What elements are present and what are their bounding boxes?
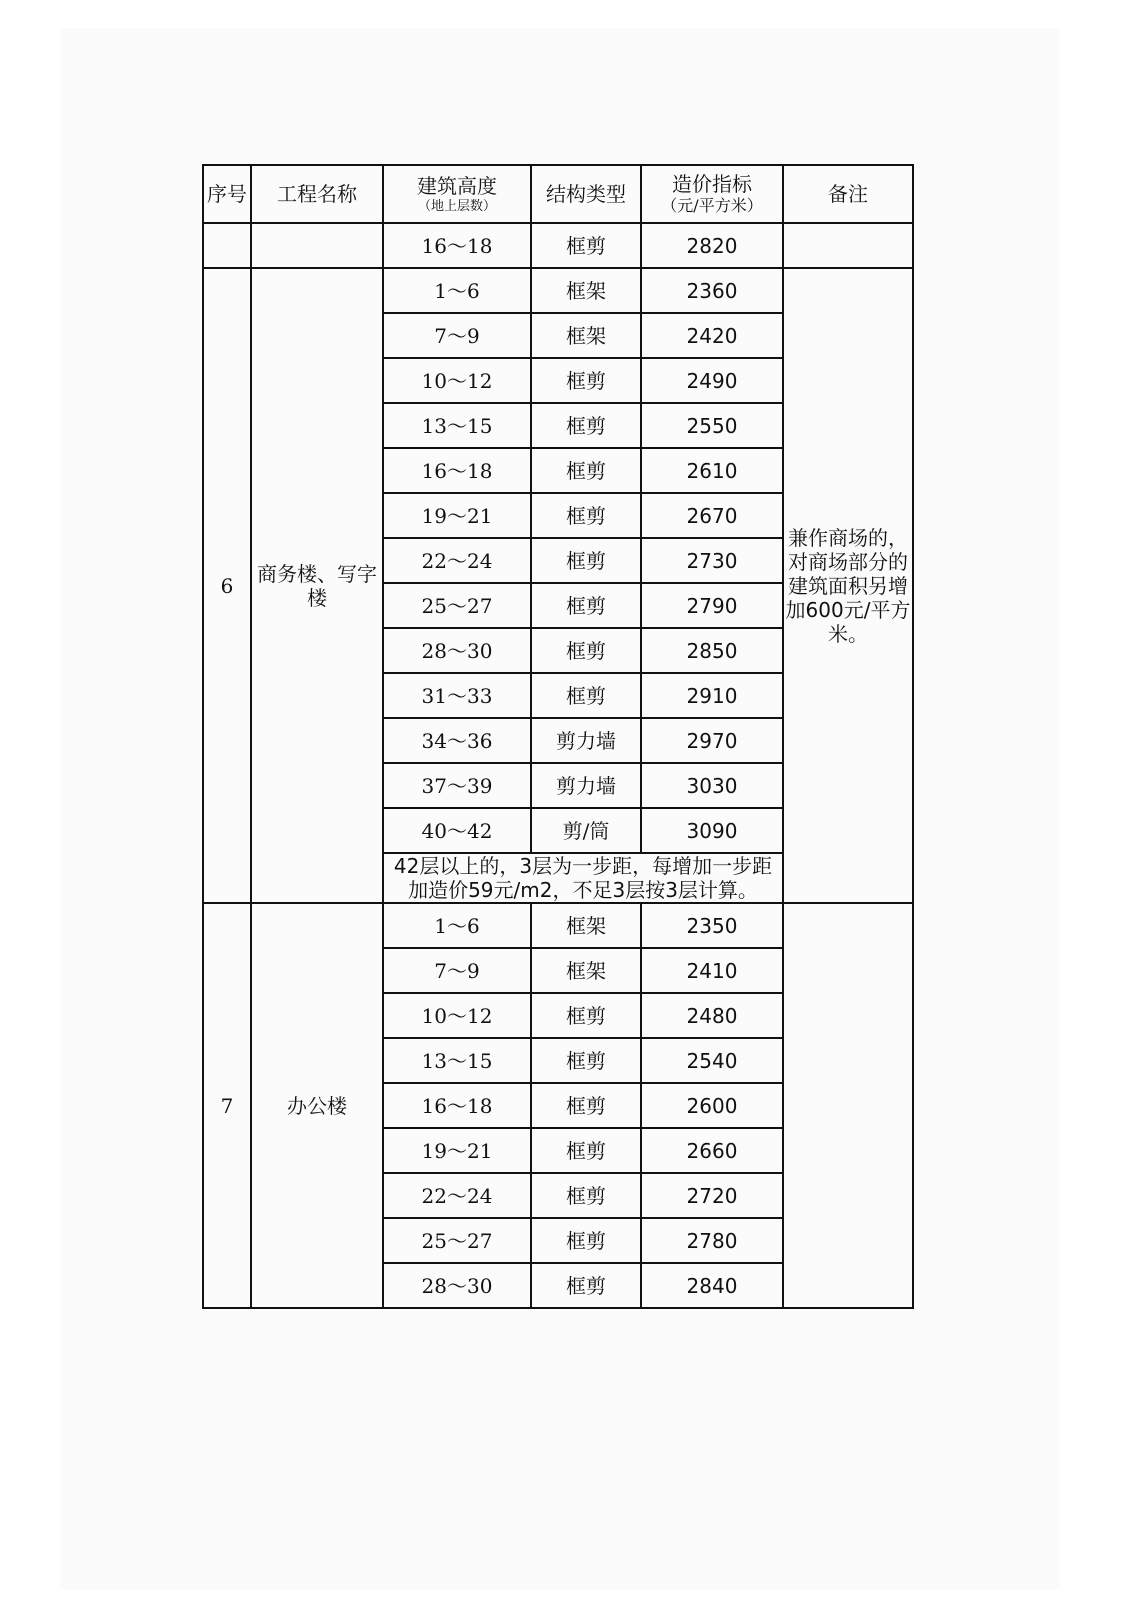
seq-cell: 6 bbox=[203, 268, 251, 903]
floors-cell: 19～21 bbox=[383, 1128, 531, 1173]
header-height bbox=[383, 165, 531, 223]
structure-cell: 框剪 bbox=[531, 223, 641, 268]
structure-cell: 框架 bbox=[531, 903, 641, 948]
price-cell: 3090 bbox=[641, 808, 783, 853]
structure-cell: 框剪 bbox=[531, 1083, 641, 1128]
remark-cell bbox=[783, 903, 913, 1308]
structure-cell: 剪力墙 bbox=[531, 763, 641, 808]
price-cell: 2350 bbox=[641, 903, 783, 948]
carryover-name-cell bbox=[251, 223, 383, 268]
price-cell: 2720 bbox=[641, 1173, 783, 1218]
price-cell: 2780 bbox=[641, 1218, 783, 1263]
structure-cell: 框剪 bbox=[531, 1038, 641, 1083]
floors-cell: 7～9 bbox=[383, 948, 531, 993]
header-seq: 序号 bbox=[203, 165, 251, 223]
floors-cell: 22～24 bbox=[383, 1173, 531, 1218]
floors-cell: 40～42 bbox=[383, 808, 531, 853]
floors-cell: 37～39 bbox=[383, 763, 531, 808]
price-cell: 2600 bbox=[641, 1083, 783, 1128]
header-height-sub: （地上层数） bbox=[417, 198, 496, 214]
floors-cell: 19～21 bbox=[383, 493, 531, 538]
floors-cell: 1～6 bbox=[383, 268, 531, 313]
remark-cell: 兼作商场的，对商场部分的建筑面积另增加600元/平方米。 bbox=[783, 268, 913, 903]
price-cell: 2850 bbox=[641, 628, 783, 673]
structure-cell: 框剪 bbox=[531, 403, 641, 448]
floors-cell: 10～12 bbox=[383, 993, 531, 1038]
price-cell: 2480 bbox=[641, 993, 783, 1038]
price-cell: 2540 bbox=[641, 1038, 783, 1083]
floors-cell: 25～27 bbox=[383, 1218, 531, 1263]
floors-cell: 7～9 bbox=[383, 313, 531, 358]
price-cell: 2840 bbox=[641, 1263, 783, 1308]
structure-cell: 框剪 bbox=[531, 1173, 641, 1218]
structure-cell: 框剪 bbox=[531, 993, 641, 1038]
cost-index-table bbox=[202, 164, 914, 1309]
structure-cell: 框剪 bbox=[531, 493, 641, 538]
table-header-row bbox=[203, 165, 913, 223]
carryover-row bbox=[203, 223, 913, 268]
price-cell: 2660 bbox=[641, 1128, 783, 1173]
structure-cell: 剪力墙 bbox=[531, 718, 641, 763]
table-body bbox=[203, 223, 913, 1308]
floors-cell: 16～18 bbox=[383, 448, 531, 493]
structure-cell: 框架 bbox=[531, 313, 641, 358]
floors-cell: 10～12 bbox=[383, 358, 531, 403]
seq-cell: 7 bbox=[203, 903, 251, 1308]
structure-cell: 框剪 bbox=[531, 1218, 641, 1263]
note-cell: 42层以上的，3层为一步距，每增加一步距加造价59元/m2，不足3层按3层计算。 bbox=[383, 853, 783, 903]
table-row bbox=[203, 903, 913, 948]
header-remark: 备注 bbox=[783, 165, 913, 223]
floors-cell: 16～18 bbox=[383, 223, 531, 268]
floors-cell: 16～18 bbox=[383, 1083, 531, 1128]
floors-cell: 34～36 bbox=[383, 718, 531, 763]
price-cell: 2730 bbox=[641, 538, 783, 583]
table-row bbox=[203, 268, 913, 313]
structure-cell: 框剪 bbox=[531, 1128, 641, 1173]
structure-cell: 框剪 bbox=[531, 673, 641, 718]
carryover-remark-cell bbox=[783, 223, 913, 268]
header-price-label: 造价指标 bbox=[672, 172, 752, 197]
price-cell: 3030 bbox=[641, 763, 783, 808]
price-cell: 2410 bbox=[641, 948, 783, 993]
carryover-seq-cell bbox=[203, 223, 251, 268]
structure-cell: 框剪 bbox=[531, 583, 641, 628]
floors-cell: 13～15 bbox=[383, 1038, 531, 1083]
price-cell: 2910 bbox=[641, 673, 783, 718]
floors-cell: 28～30 bbox=[383, 628, 531, 673]
floors-cell: 1～6 bbox=[383, 903, 531, 948]
price-cell: 2420 bbox=[641, 313, 783, 358]
structure-cell: 框剪 bbox=[531, 1263, 641, 1308]
header-name: 工程名称 bbox=[251, 165, 383, 223]
price-cell: 2820 bbox=[641, 223, 783, 268]
project-name-cell: 办公楼 bbox=[251, 903, 383, 1308]
header-height-label: 建筑高度 bbox=[417, 173, 497, 198]
floors-cell: 28～30 bbox=[383, 1263, 531, 1308]
floors-cell: 22～24 bbox=[383, 538, 531, 583]
price-cell: 2550 bbox=[641, 403, 783, 448]
price-cell: 2970 bbox=[641, 718, 783, 763]
structure-cell: 框剪 bbox=[531, 538, 641, 583]
structure-cell: 框架 bbox=[531, 268, 641, 313]
structure-cell: 框剪 bbox=[531, 448, 641, 493]
price-cell: 2670 bbox=[641, 493, 783, 538]
header-price-sub: （元/平方米） bbox=[661, 196, 763, 216]
structure-cell: 剪/筒 bbox=[531, 808, 641, 853]
floors-cell: 31～33 bbox=[383, 673, 531, 718]
header-price bbox=[641, 165, 783, 223]
structure-cell: 框剪 bbox=[531, 358, 641, 403]
project-name-cell: 商务楼、写字楼 bbox=[251, 268, 383, 903]
structure-cell: 框架 bbox=[531, 948, 641, 993]
price-cell: 2490 bbox=[641, 358, 783, 403]
floors-cell: 25～27 bbox=[383, 583, 531, 628]
price-cell: 2360 bbox=[641, 268, 783, 313]
price-cell: 2790 bbox=[641, 583, 783, 628]
structure-cell: 框剪 bbox=[531, 628, 641, 673]
price-cell: 2610 bbox=[641, 448, 783, 493]
header-structure: 结构类型 bbox=[531, 165, 641, 223]
floors-cell: 13～15 bbox=[383, 403, 531, 448]
